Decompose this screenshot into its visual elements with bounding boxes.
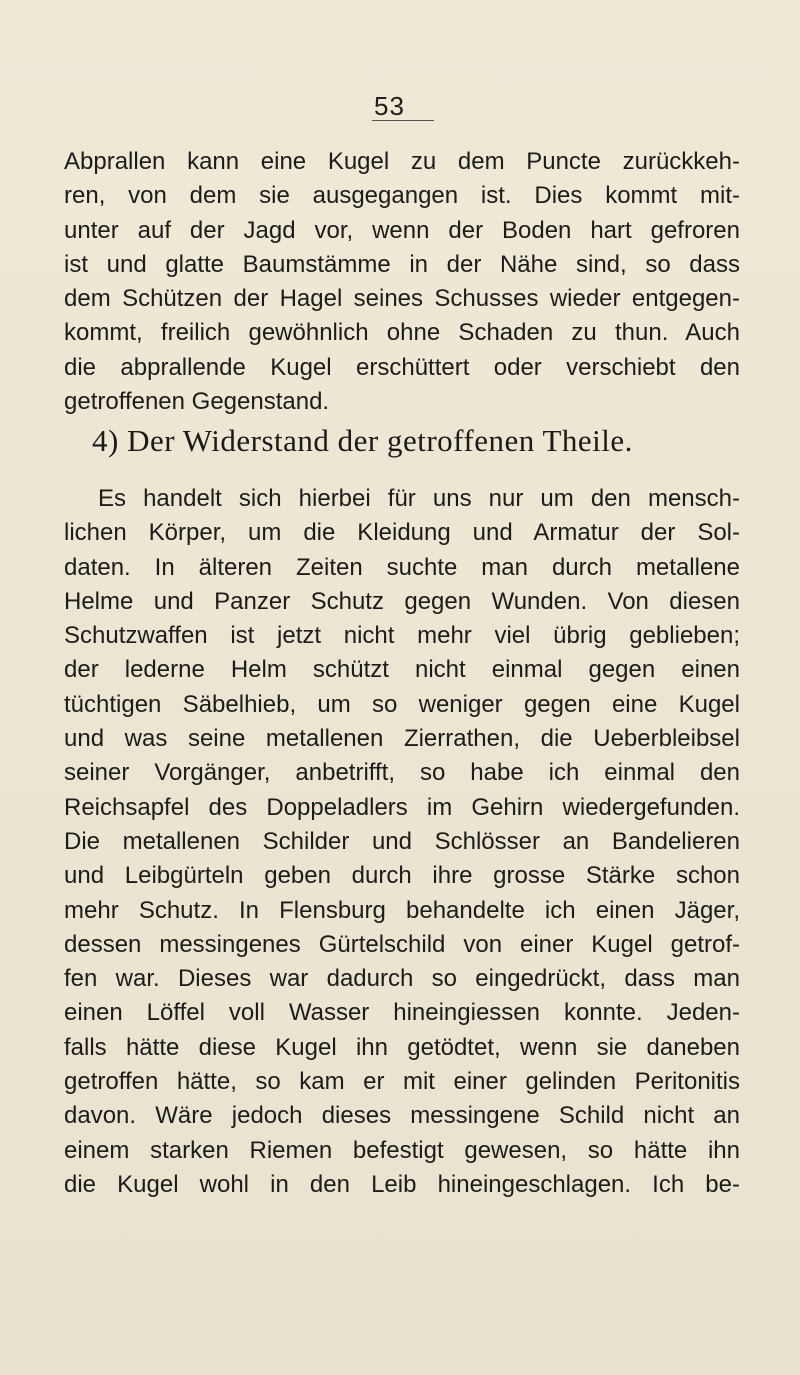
- text-line: unter auf der Jagd vor, wenn der Boden hart gefroren: [64, 216, 740, 244]
- text-line: und Leibgürteln geben durch ihre grosse Stärke schon: [64, 862, 740, 890]
- text-line: getroffenen Gegenstand.: [64, 388, 330, 416]
- text-line: der lederne Helm schützt nicht einmal gegen einen: [64, 656, 740, 684]
- text-line: seiner Vorgänger, anbetrifft, so habe ich einmal den: [64, 759, 740, 787]
- text-line: die abprallende Kugel erschüttert oder verschiebt den: [64, 353, 740, 381]
- text-line: Es handelt sich hierbei für uns nur um den mensch-: [98, 485, 740, 512]
- text-line: getroffen hätte, so kam er mit einer gelinden Peritonitis: [64, 1068, 740, 1096]
- text-line: dem Schützen der Hagel seines Schusses wieder entgegen-: [64, 285, 740, 313]
- body-paragraph: [64, 482, 740, 1202]
- text-line: Helme und Panzer Schutz gegen Wunden. Von diesen: [64, 587, 740, 615]
- text-line: tüchtigen Säbelhieb, um so weniger gegen eine Kugel: [64, 690, 740, 718]
- text-line: Reichsapfel des Doppeladlers im Gehirn wiedergefunden.: [64, 793, 740, 821]
- text-line: Schutzwaffen ist jetzt nicht mehr viel übrig geblieben;: [64, 622, 740, 650]
- page-number: 53: [372, 92, 434, 121]
- text-line: lichen Körper, um die Kleidung und Armatur der Sol-: [64, 519, 740, 547]
- text-line: die Kugel wohl in den Leib hineingeschlagen. Ich be-: [64, 1170, 740, 1198]
- text-line: und was seine metallenen Zierrathen, die Ueberbleibsel: [64, 725, 740, 753]
- text-line: ren, von dem sie ausgegangen ist. Dies kommt mit-: [64, 182, 740, 210]
- section-heading: 4) Der Widerstand der getroffenen Theile.: [92, 423, 633, 458]
- text-line: mehr Schutz. In Flensburg behandelte ich einen Jäger,: [64, 896, 740, 924]
- text-line: dessen messingenes Gürtelschild von einer Kugel getrof-: [64, 930, 740, 958]
- text-line: einem starken Riemen befestigt gewesen, so hätte ihn: [64, 1136, 740, 1164]
- text-line: kommt, freilich gewöhnlich ohne Schaden zu thun. Auch: [64, 319, 740, 347]
- text-line: ist und glatte Baumstämme in der Nähe sind, so dass: [64, 250, 740, 278]
- text-line: fen war. Dieses war dadurch so eingedrückt, dass man: [64, 965, 740, 993]
- text-line: Die metallenen Schilder und Schlösser an Bandelieren: [64, 827, 740, 855]
- text-line: davon. Wäre jedoch dieses messingene Schild nicht an: [64, 1102, 740, 1130]
- text-line: einen Löffel voll Wasser hineingiessen konnte. Jeden-: [64, 999, 740, 1027]
- text-line: falls hätte diese Kugel ihn getödtet, wenn sie daneben: [64, 1033, 740, 1061]
- intro-paragraph: [64, 145, 740, 419]
- text-line: daten. In älteren Zeiten suchte man durch metallene: [64, 553, 740, 581]
- text-line: Abprallen kann eine Kugel zu dem Puncte zurückkeh-: [64, 148, 740, 175]
